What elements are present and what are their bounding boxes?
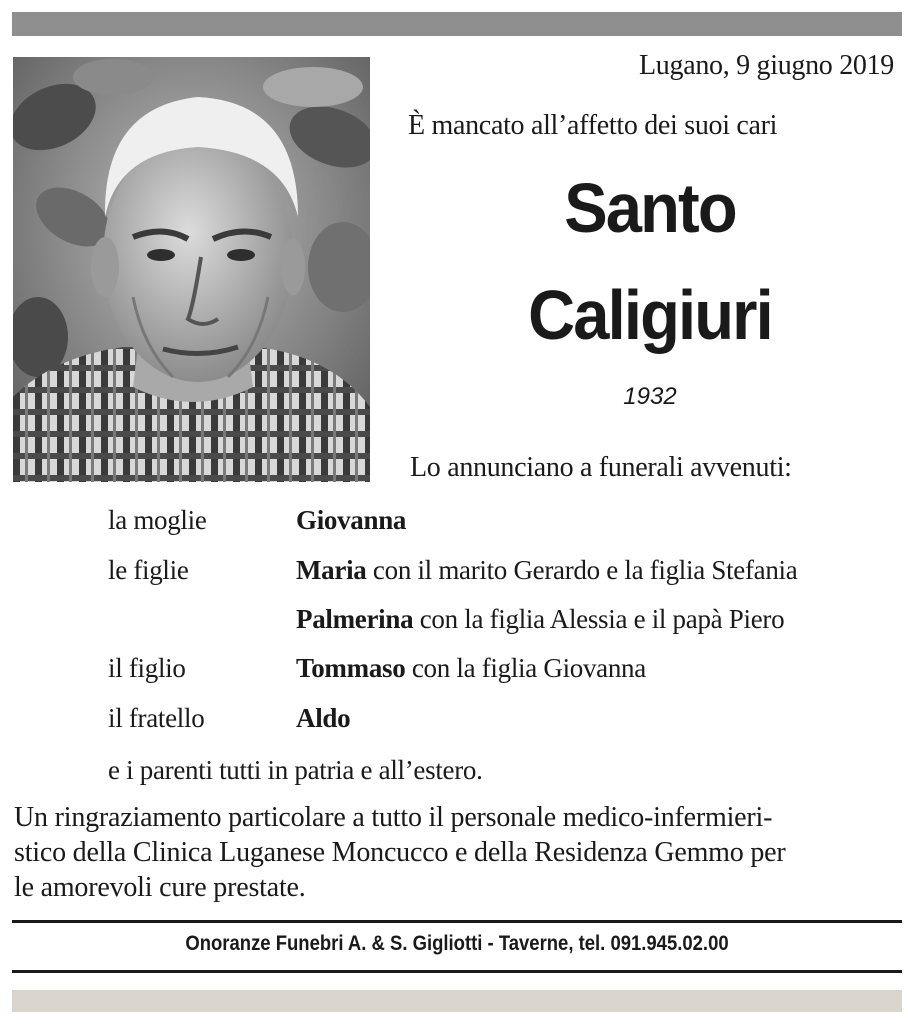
family-row (108, 703, 350, 734)
divider (12, 920, 902, 923)
family-relation: il figlio (108, 653, 186, 683)
thanks-line: stico della Clinica Luganese Moncucco e della Residenza Gemmo per (14, 837, 786, 868)
family-relation: il fratello (108, 703, 205, 733)
family-name: Aldo (296, 703, 351, 733)
family-row (108, 555, 797, 586)
closing-line: e i parenti tutti in patria e all’estero. (108, 755, 483, 785)
family-detail: con la figlia Alessia e il papà Piero (413, 604, 785, 634)
thanks-paragraph (14, 800, 902, 905)
family-name: Giovanna (296, 505, 407, 535)
birth-year: 1932 (623, 383, 677, 410)
date-line: Lugano, 9 giugno 2019 (638, 50, 894, 81)
portrait-photo (13, 57, 370, 482)
family-row (108, 604, 784, 635)
family-relation: la moglie (108, 505, 207, 535)
funeral-home-line: Onoranze Funebri A. & S. Gigliotti - Taverne, tel. 091.945.02.00 (185, 932, 729, 955)
deceased-last-name: Caligiuri (528, 276, 772, 354)
announcement-line: Lo annunciano a funerali avvenuti: (410, 452, 792, 483)
bottom-bar (12, 990, 902, 1012)
divider (12, 970, 902, 973)
family-name: Tommaso (296, 653, 406, 683)
thanks-line: Un ringraziamento particolare a tutto il personale medico-infermieri- (14, 802, 773, 833)
family-row (108, 653, 646, 684)
family-name: Maria (296, 555, 367, 585)
family-relation: le figlie (108, 555, 189, 585)
deceased-first-name: Santo (564, 169, 736, 247)
family-row (108, 505, 406, 536)
thanks-line: le amorevoli cure prestate. (14, 872, 306, 903)
top-bar (12, 12, 902, 36)
intro-line: È mancato all’affetto dei suoi cari (408, 110, 778, 141)
family-name: Palmerina (296, 604, 414, 634)
family-detail: con la figlia Giovanna (405, 653, 646, 683)
portrait-photo-icon (13, 57, 370, 482)
family-detail: con il marito Gerardo e la figlia Stefania (366, 555, 798, 585)
